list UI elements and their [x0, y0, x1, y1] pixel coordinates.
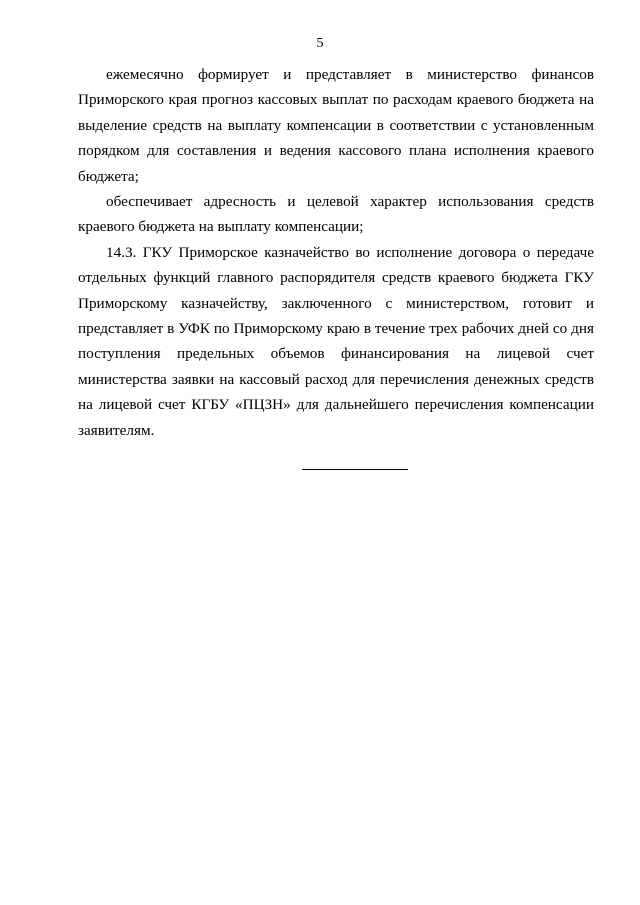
paragraph-forecast: ежемесячно формирует и представляет в министерство финансов Приморского края прогноз кассовых выплат по расходам краевого бюджета на выделение средств на выплату компенсации в соответствии с установленным порядком для составления и ведения кассового плана исполнения краевого бюджета;	[78, 66, 594, 185]
paragraph-14-3: 14.3. ГКУ Приморское казначейство во исполнение договора о передаче отдельных функций главного распорядителя средств краевого бюджета ГКУ Приморскому казначейству, заключенного с министерством, готовит и представляет в УФК по Приморскому краю в течение трех рабочих дней со дня поступления предельных объемов финансирования на лицевой счет министерства заявки на кассовый расход для перечисления денежных средств на лицевой счет КГБУ «ПЦЗН» для дальнейшего перечисления компенсации заявителям.	[78, 243, 594, 439]
end-of-text-rule	[302, 469, 408, 470]
paragraph-targeting: обеспечивает адресность и целевой характер использования средств краевого бюджета на выплату компенсации;	[78, 193, 594, 236]
page-number: 5	[316, 36, 324, 51]
document-body	[78, 62, 594, 443]
